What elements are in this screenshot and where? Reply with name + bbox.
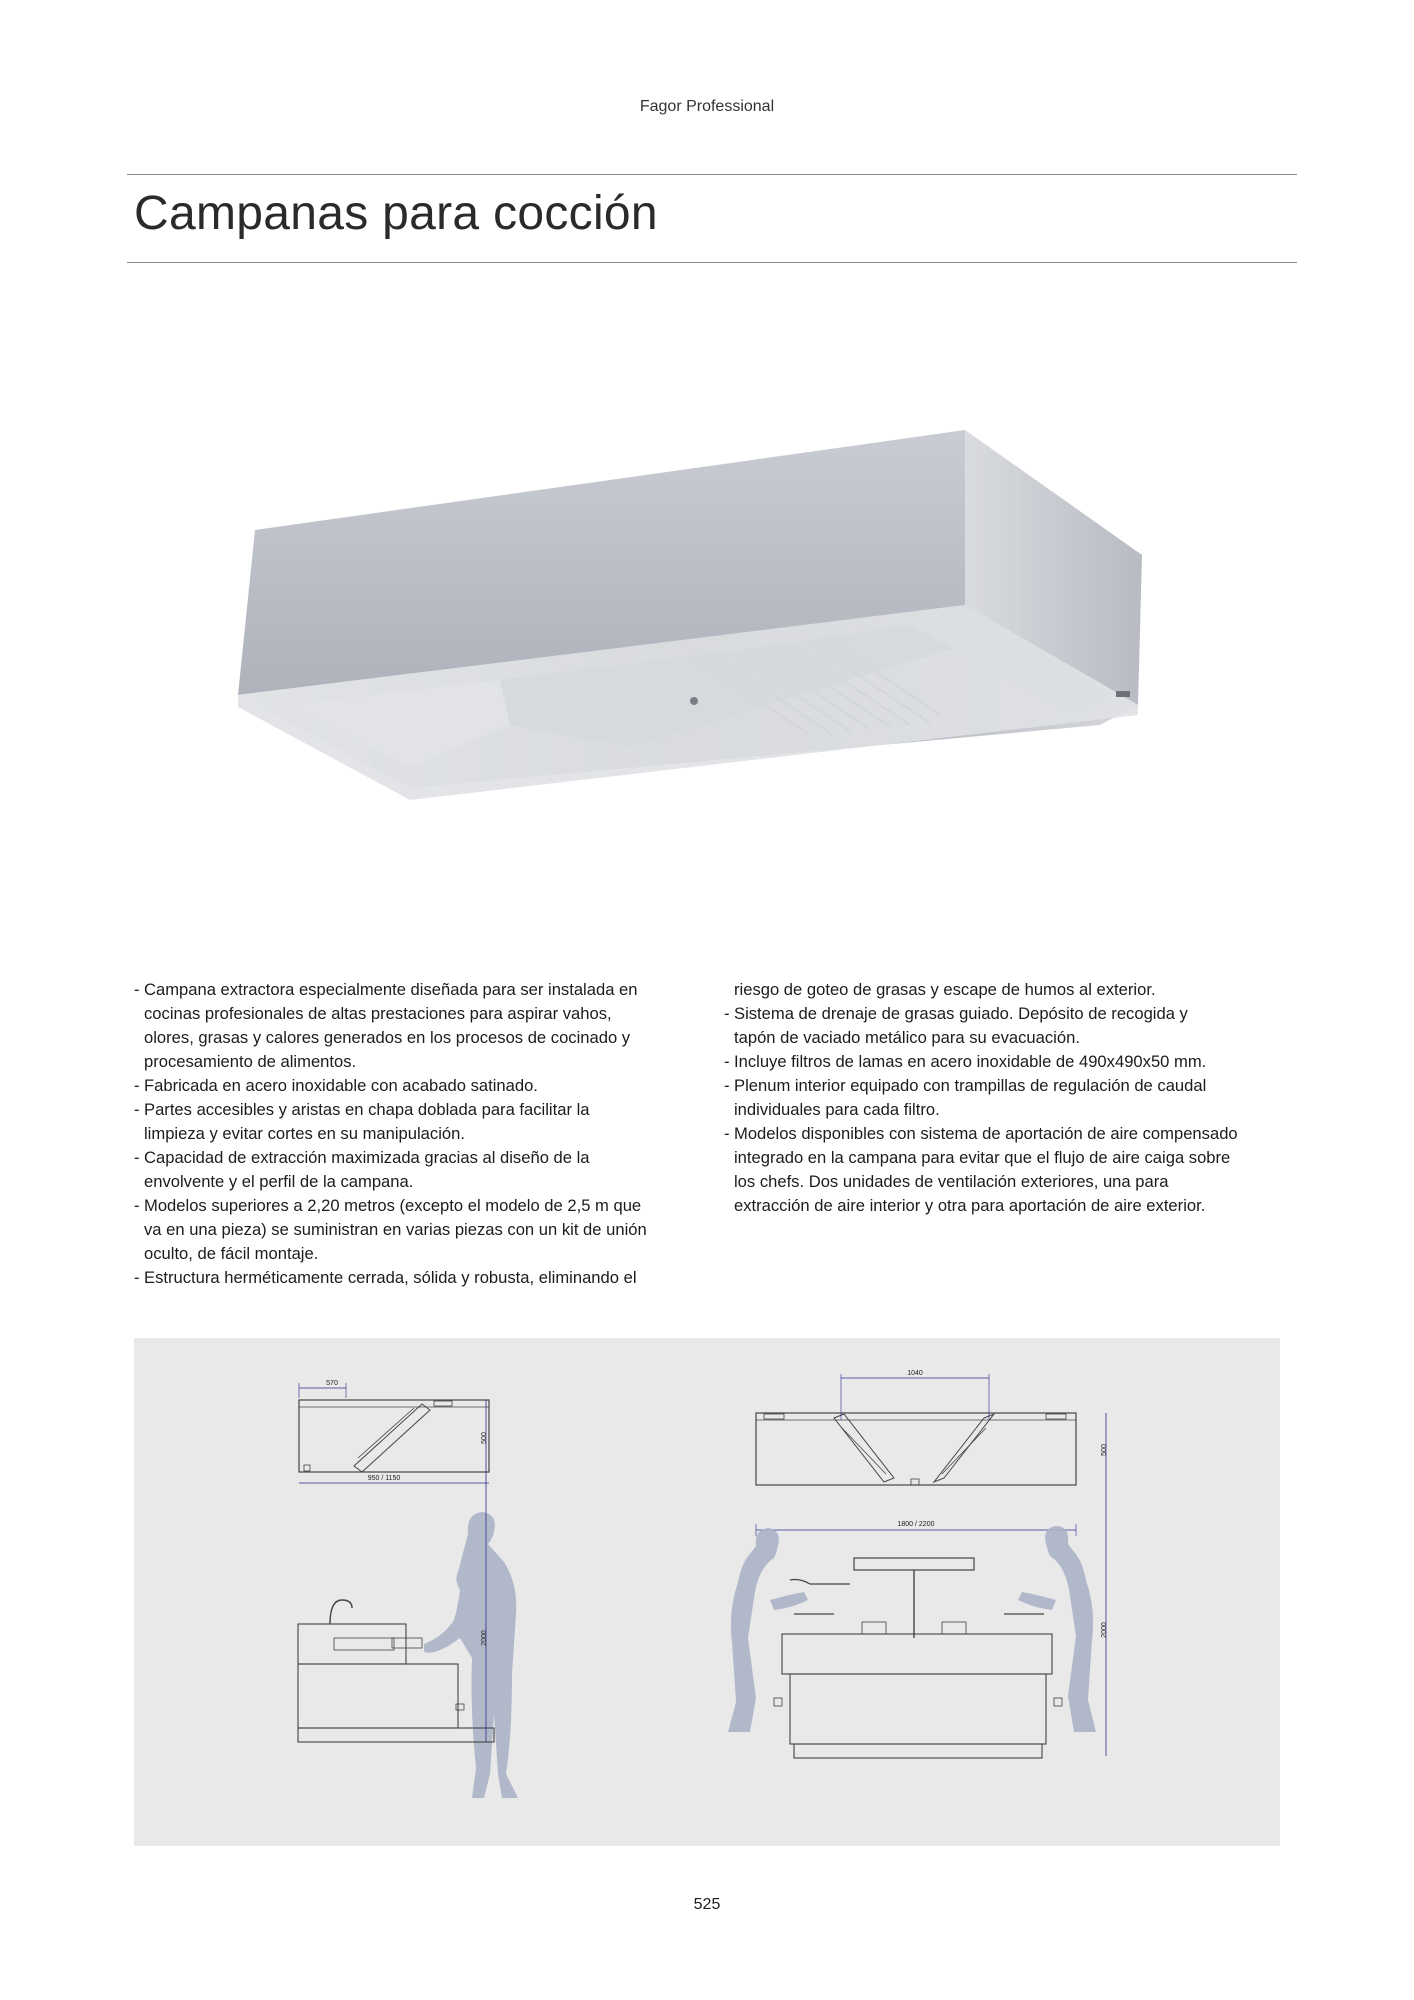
feature-line: limpieza y evitar cortes en su manipulación. (144, 1124, 465, 1143)
dim-install-height: 2000 (1101, 1622, 1108, 1638)
feature-line: extracción de aire interior y otra para aportación de aire exterior. (734, 1196, 1206, 1215)
features-list-right (724, 978, 1294, 1218)
feature-line: olores, grasas y calores generados en los procesos de cocinado y (144, 1028, 631, 1047)
feature-line: envolvente y el perfil de la campana. (144, 1172, 414, 1191)
features-list-left (134, 978, 694, 1290)
feature-line: - Campana extractora especialmente diseñada para ser instalada en (134, 978, 694, 1002)
feature-line: - Fabricada en acero inoxidable con acabado satinado. (134, 1074, 694, 1098)
feature-line: - Plenum interior equipado con trampillas de regulación de caudal (724, 1074, 1294, 1098)
feature-line: procesamiento de alimentos. (144, 1052, 357, 1071)
dim-length: 1800 / 2200 (897, 1521, 935, 1528)
feature-line: oculto, de fácil montaje. (144, 1244, 319, 1263)
feature-line: - Estructura herméticamente cerrada, sólida y robusta, eliminando el (134, 1266, 694, 1290)
feature-line: - Capacidad de extracción maximizada gracias al diseño de la (134, 1146, 694, 1170)
feature-line: cocinas profesionales de altas prestaciones para aspirar vahos, (144, 1004, 612, 1023)
dim-height: 500 (481, 1432, 488, 1444)
feature-line: - Incluye filtros de lamas en acero inoxidable de 490x490x50 mm. (724, 1050, 1294, 1074)
feature-line: va en una pieza) se suministran en varias piezas con un kit de unión (144, 1220, 647, 1239)
title-divider (127, 262, 1297, 263)
dim-depth: 950 / 1150 (367, 1475, 401, 1482)
feature-line: tapón de vaciado metálico para su evacuación. (734, 1028, 1080, 1047)
dim-filter-span: 1040 (907, 1370, 923, 1377)
front-view-drawing (728, 1370, 1108, 1758)
technical-drawings-panel (134, 1338, 1280, 1846)
feature-line: riesgo de goteo de grasas y escape de humos al exterior. (734, 980, 1156, 999)
feature-line: integrado en la campana para evitar que el flujo de aire caiga sobre (734, 1148, 1231, 1167)
page-title: Campanas para cocción (134, 187, 658, 240)
dim-height: 500 (1101, 1444, 1108, 1456)
brand-header: Fagor Professional (639, 98, 775, 115)
feature-line: - Modelos disponibles con sistema de aportación de aire compensado (724, 1122, 1294, 1146)
extraction-hood-illustration (210, 395, 1170, 850)
feature-line: individuales para cada filtro. (734, 1100, 940, 1119)
dim-top-width: 570 (326, 1380, 338, 1387)
feature-line: - Modelos superiores a 2,20 metros (excepto el modelo de 2,5 m que (134, 1194, 694, 1218)
side-view-drawing (298, 1380, 518, 1798)
dim-install-height: 2000 (481, 1630, 488, 1646)
feature-line: - Partes accesibles y aristas en chapa doblada para facilitar la (134, 1098, 694, 1122)
feature-line: - Sistema de drenaje de grasas guiado. Depósito de recogida y (724, 1002, 1294, 1026)
feature-line: los chefs. Dos unidades de ventilación exteriores, una para (734, 1172, 1169, 1191)
page-number: 525 (693, 1896, 721, 1913)
top-divider (127, 174, 1297, 175)
